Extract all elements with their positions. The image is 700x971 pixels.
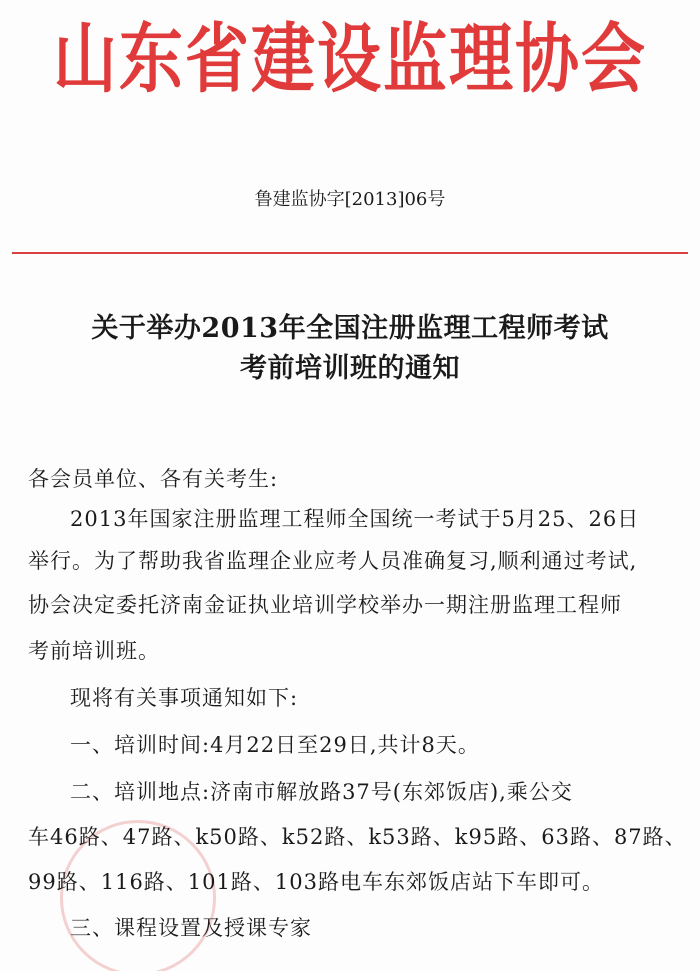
organization-header: 山东省建设监理协会 bbox=[53, 16, 647, 104]
paragraph-line: 考前培训班。 bbox=[28, 639, 160, 663]
document-title-line-1: 关于举办2013年全国注册监理工程师考试 bbox=[91, 313, 609, 344]
paragraph-line: 2013年国家注册监理工程师全国统一考试于5月25、26日 bbox=[70, 507, 640, 531]
item-training-time: 一、培训时间:4月22日至29日,共计8天。 bbox=[70, 733, 480, 757]
salutation: 各会员单位、各有关考生: bbox=[28, 467, 279, 491]
item-course-setup: 三、课程设置及授课专家 bbox=[70, 916, 312, 940]
paragraph-line: 举行。为了帮助我省监理企业应考人员准确复习,顺利通过考试, bbox=[28, 549, 638, 573]
notice-intro: 现将有关事项通知如下: bbox=[70, 686, 299, 710]
paragraph-line: 协会决定委托济南金证执业培训学校举办一期注册监理工程师 bbox=[28, 593, 622, 617]
paragraph-line: 车46路、47路、k50路、k52路、k53路、k95路、63路、87路、 bbox=[28, 825, 687, 849]
header-divider bbox=[12, 252, 688, 254]
paragraph-line: 99路、116路、101路、103路电车东郊饭店站下车即可。 bbox=[28, 870, 604, 894]
document-title-line-2: 考前培训班的通知 bbox=[240, 353, 460, 384]
document-number: 鲁建监协字[2013]06号 bbox=[254, 189, 446, 210]
item-training-location: 二、培训地点:济南市解放路37号(东郊饭店),乘公交 bbox=[70, 780, 573, 804]
